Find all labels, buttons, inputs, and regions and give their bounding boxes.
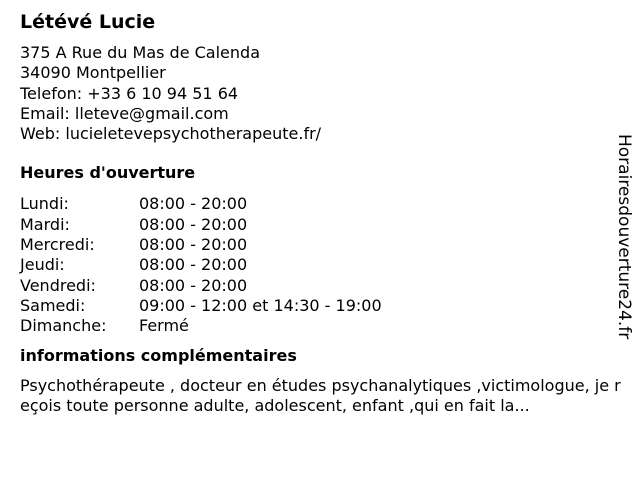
business-card bbox=[20, 10, 620, 417]
hours-table bbox=[20, 194, 620, 336]
contact-block bbox=[20, 43, 620, 144]
business-name: Létévé Lucie bbox=[20, 11, 156, 33]
email-label: Email: bbox=[20, 103, 70, 123]
hours-row bbox=[20, 255, 620, 275]
hours-time: 08:00 - 20:00 bbox=[139, 235, 248, 255]
hours-day: Mardi: bbox=[20, 214, 70, 234]
address-line-street: 375 A Rue du Mas de Calenda bbox=[20, 43, 260, 62]
web-address: lucieletevepsychotherapeute.fr/ bbox=[65, 124, 322, 144]
hours-row bbox=[20, 316, 620, 336]
email-line bbox=[20, 104, 620, 124]
hours-row bbox=[20, 296, 620, 316]
site-watermark: Horairesdouverture24.fr bbox=[614, 134, 634, 340]
hours-row bbox=[20, 235, 620, 255]
phone-label: Telefon: bbox=[20, 83, 83, 103]
hours-day: Lundi: bbox=[20, 194, 69, 214]
web-label: Web: bbox=[20, 124, 61, 144]
hours-time: Fermé bbox=[139, 316, 189, 336]
hours-day: Samedi: bbox=[20, 295, 86, 315]
hours-time: 09:00 - 12:00 et 14:30 - 19:00 bbox=[139, 295, 382, 315]
hours-day: Dimanche: bbox=[20, 316, 107, 336]
hours-time: 08:00 - 20:00 bbox=[139, 275, 248, 295]
hours-time: 08:00 - 20:00 bbox=[139, 214, 248, 234]
phone-line bbox=[20, 84, 620, 104]
address-line-city: 34090 Montpellier bbox=[20, 63, 166, 83]
web-line bbox=[20, 124, 620, 144]
hours-time: 08:00 - 20:00 bbox=[139, 194, 248, 214]
hours-day: Mercredi: bbox=[20, 235, 95, 255]
hours-time: 08:00 - 20:00 bbox=[139, 255, 248, 275]
hours-row bbox=[20, 215, 620, 235]
email-address: lleteve@gmail.com bbox=[74, 103, 229, 123]
info-description: Psychothérapeute , docteur en études psychanalytiques ,victimologue, je reçois toute personne adulte, adolescent, enfant ,qui en fait la... bbox=[20, 375, 621, 416]
hours-day: Jeudi: bbox=[20, 255, 65, 275]
hours-row bbox=[20, 194, 620, 214]
hours-row bbox=[20, 276, 620, 296]
phone-number: +33 6 10 94 51 64 bbox=[87, 83, 239, 103]
hours-heading: Heures d'ouverture bbox=[20, 163, 196, 183]
info-heading: informations complémentaires bbox=[20, 345, 297, 365]
hours-day: Vendredi: bbox=[20, 275, 96, 295]
